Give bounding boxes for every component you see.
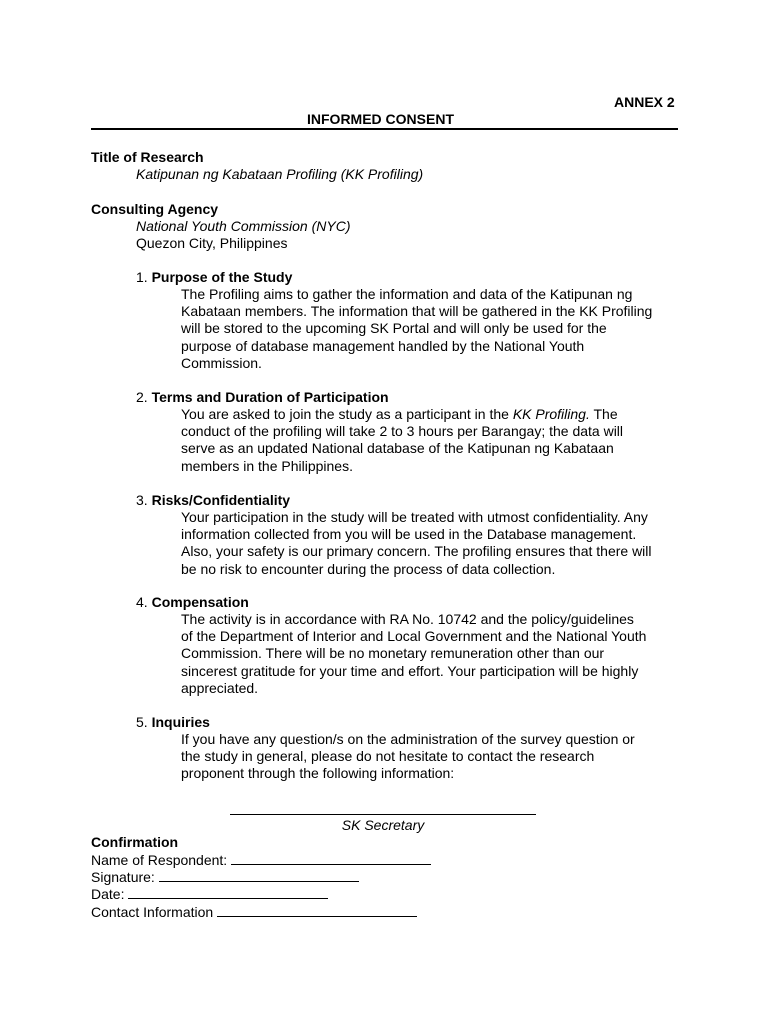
text-line: Kabataan members. The information that will be gathered in the KK Profiling [181,303,653,320]
signature-blank[interactable] [159,868,359,882]
section-title: Inquiries [151,714,210,730]
section-title: Purpose of the Study [151,269,293,285]
text-segment: The [589,406,618,422]
text-line: appreciated. [181,679,259,696]
text-line: Also, your safety is our primary concern. The profiling ensures that there will [181,543,652,560]
text-line: be no risk to encounter during the process of data collection. [181,560,556,577]
section-heading [136,492,290,509]
field-label: Signature: [91,869,155,885]
text-line: Commission. There will be no monetary remuneration other than our [181,645,605,662]
agency-name: National Youth Commission (NYC) [136,218,351,234]
section-heading [136,269,292,286]
contact-info-blank[interactable] [217,903,417,917]
research-title-label: Title of Research [91,149,204,165]
section-title: Risks/Confidentiality [151,492,291,508]
text-line: purpose of database management handled by the National Youth [181,337,585,354]
section-heading [136,389,389,406]
section-number: 2. [136,389,148,405]
section-number: 1. [136,269,148,285]
date-field [91,885,328,903]
text-line: serve as an updated National database of the Katipunan ng Kabataan [181,440,614,457]
signature-line [230,814,536,815]
field-label: Contact Information [91,904,214,920]
text-line: If you have any question/s on the administration of the survey question or [181,731,635,747]
section-heading [136,594,249,611]
research-title-value: Katipunan ng Kabataan Profiling (KK Profiling) [136,166,424,182]
text-line: The Profiling aims to gather the information and data of the Katipunan ng [181,286,633,302]
section-body [181,611,681,697]
field-label: Name of Respondent: [91,852,228,868]
respondent-name-field [91,851,431,869]
text-line [181,406,681,423]
title-rule [91,128,678,130]
field-label: Date: [91,886,125,902]
text-line: of the Department of Interior and Local Government and the National Youth [181,628,647,645]
agency-location: Quezon City, Philippines [136,235,288,251]
annex-label: ANNEX 2 [614,94,675,110]
signatory-name: SK Secretary [341,817,425,833]
text-line: proponent through the following information: [181,765,455,782]
confirmation-title: Confirmation [91,834,179,850]
text-segment-italic: KK Profiling. [512,406,590,422]
section-body [181,731,681,783]
section-heading [136,714,210,731]
text-line: Your participation in the study will be treated with utmost confidentiality. Any [181,509,648,525]
section-number: 3. [136,492,148,508]
text-line: Commission. [181,354,262,371]
contact-info-field [91,903,417,921]
text-line: members in the Philippines. [181,457,353,474]
section-body [181,286,681,372]
text-line: will be stored to the upcoming SK Portal and will only be used for the [181,320,607,337]
section-body [181,406,681,475]
section-body [181,509,681,578]
signature-field [91,868,359,886]
document-title: INFORMED CONSENT [307,111,454,127]
text-line: the study in general, please do not hesitate to contact the research [181,748,595,765]
text-segment: You are asked to join the study as a participant in the [181,406,513,422]
text-line: conduct of the profiling will take 2 to 3 hours per Barangay; the data will [181,423,624,440]
text-line: information collected from you will be used in the Database management. [181,526,637,543]
text-line: sincerest gratitude for your time and effort. Your participation will be highly [181,662,639,679]
section-title: Compensation [151,594,249,610]
text-line: The activity is in accordance with RA No. 10742 and the policy/guidelines [181,611,634,627]
respondent-name-blank[interactable] [231,851,431,865]
section-number: 4. [136,594,148,610]
consulting-agency-label: Consulting Agency [91,201,219,217]
section-number: 5. [136,714,148,730]
section-title: Terms and Duration of Participation [151,389,389,405]
date-blank[interactable] [128,885,328,899]
